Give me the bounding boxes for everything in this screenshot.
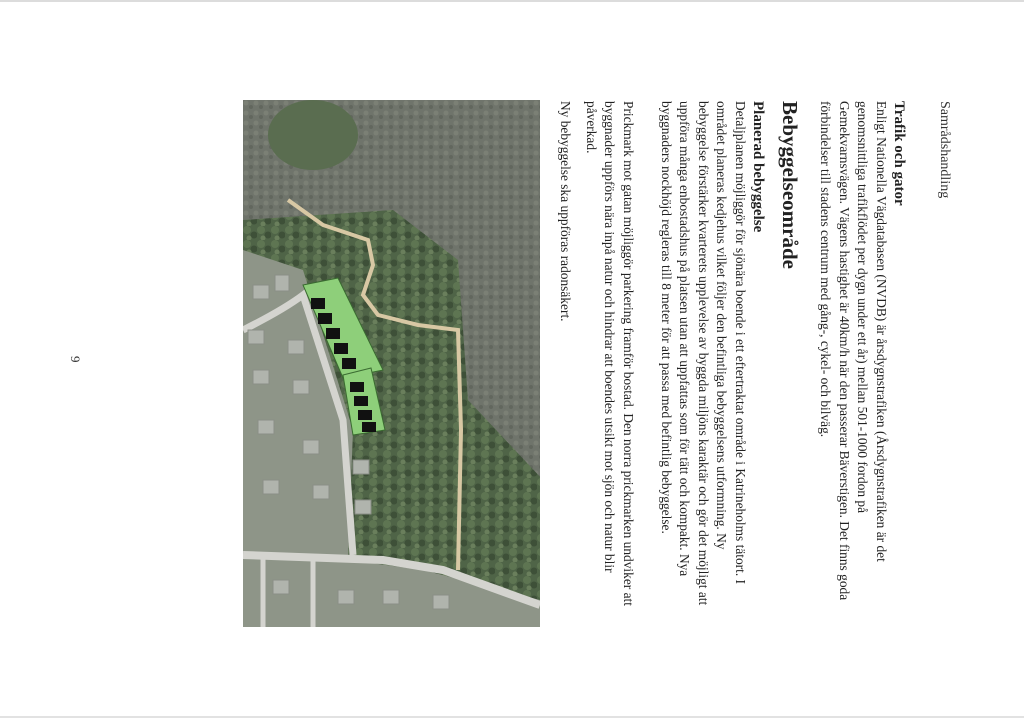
text-line: Gemekvarnsvägen. Vägens hastighet är 40km/h när den passerar Bäverstigen. Det finns goda — [836, 101, 852, 601]
text-line: påverkad. — [583, 101, 599, 154]
aerial-site-map — [243, 100, 540, 627]
text-line: uppföra många enbostadshus på platsen utan att uppfattas som för tätt och kompakt. Nya — [677, 101, 693, 577]
tree-cluster — [268, 100, 358, 170]
text-line: Prickmark mot gatan möjliggör parkering framför bostad. Den norra prickmarken undviker att — [621, 101, 636, 606]
text-line: bebyggelse förstärker kvarterets upplevelse av byggda miljöns karaktär och gör det möjligt att — [695, 101, 711, 606]
text-line: genomsnittliga trafikflödet per dygn under ett år) mellan 501-1000 fordon på — [855, 101, 871, 514]
text-line: byggnaders nockhöjd regleras till 8 meter för att passa med befintlig bebyggelse. — [658, 101, 674, 534]
traffic-heading: Trafik och gator — [891, 101, 907, 206]
planned-paragraph — [656, 101, 749, 605]
text-line: förbindelser till stadens centrum med gång-, cykel- och bilväg. — [818, 101, 834, 438]
text-line: Enligt Nationella Vägdatabasen (NVDB) är årsdygnstrafiken (Årsdygnstrafiken är det — [874, 101, 889, 562]
page-top-edge — [0, 0, 1024, 2]
page-number: 9 — [68, 356, 83, 363]
planned-heading: Planerad bebyggelse — [750, 101, 766, 233]
radon-paragraph: Ny bebyggelse ska uppföras radonsäkert. — [558, 101, 573, 322]
text-line: området planeras kedjehus vilket följer den befintliga bebyggelsens utformning. Ny — [714, 101, 730, 550]
traffic-section — [816, 101, 907, 600]
document-status-label: Samrådshandling — [937, 101, 952, 199]
page-bottom-edge — [0, 716, 1024, 718]
parking-paragraph — [581, 101, 637, 606]
section-title: Bebyggelseområde — [778, 101, 802, 269]
text-line: Detaljplanen möjliggör för sjönära boende i ett eftertraktat område i Katrineholms tätort. I — [733, 101, 748, 585]
traffic-paragraph — [816, 101, 890, 600]
planned-section — [656, 101, 766, 605]
text-line: byggnader uppförs nära inpå natur och hindrar att boendes utsikt mot sjön och natur blir — [602, 101, 618, 573]
